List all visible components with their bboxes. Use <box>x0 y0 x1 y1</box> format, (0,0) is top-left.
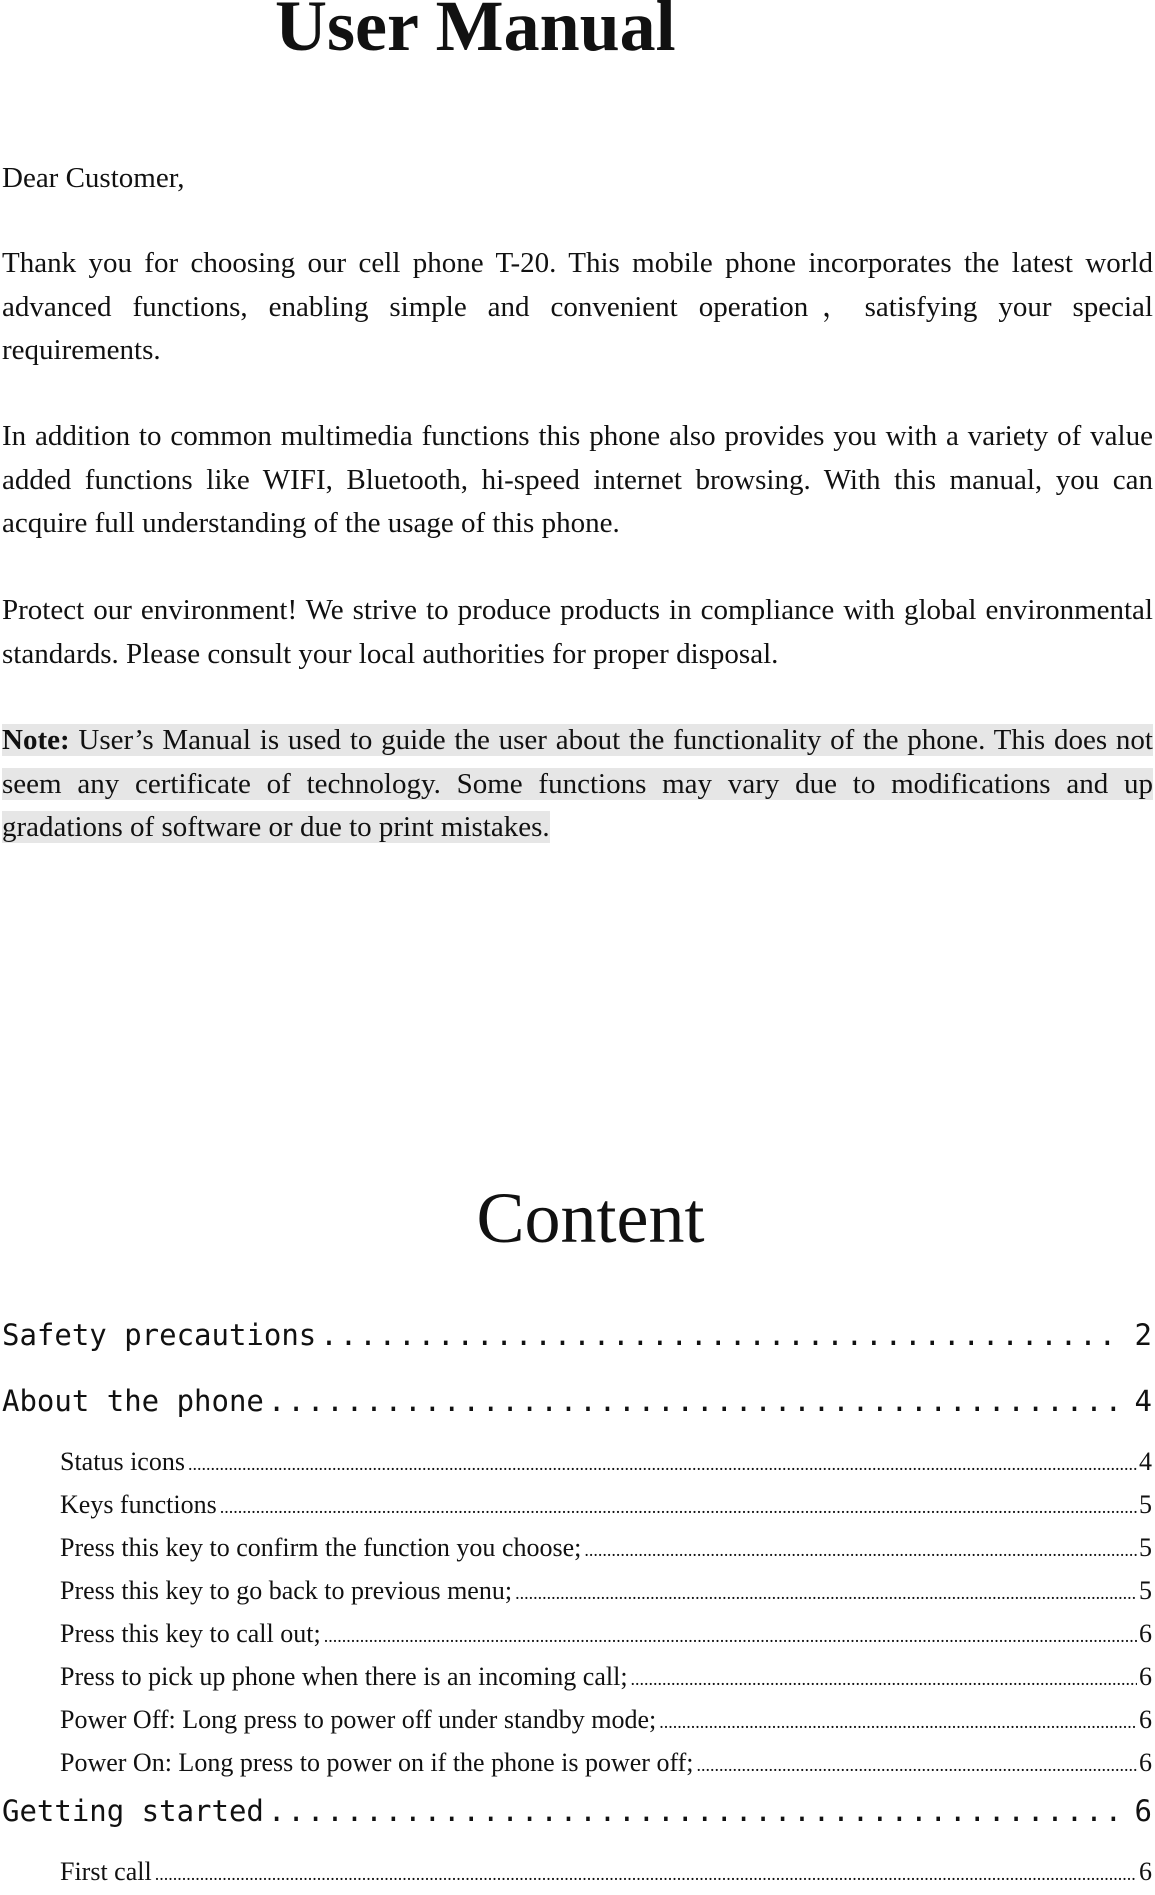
note-label: Note: <box>2 724 70 756</box>
toc-heading: Content <box>476 1178 705 1258</box>
note-paragraph <box>2 719 1153 850</box>
toc-entry-label: Getting started <box>2 1794 264 1828</box>
toc-entry-label: First call <box>60 1857 152 1886</box>
environment-paragraph: Protect our environment! We strive to produce products in compliance with global environmental standards. Please consult your local authorities for proper disposal. <box>2 594 1153 670</box>
toc-page-number: 6 <box>1139 1662 1152 1691</box>
greeting: Dear Customer, <box>2 162 185 194</box>
toc-entry-pick-up[interactable] <box>2 1657 1152 1700</box>
toc-page-number: 2 <box>1134 1318 1152 1352</box>
document-title: User Manual <box>275 0 676 66</box>
toc-leader <box>631 1659 1137 1699</box>
toc-entry-label: Press this key to call out; <box>60 1619 321 1648</box>
note-text: User’s Manual is used to guide the user about the functionality of the phone. This does not seem any certificate of technology. Some functions may vary due to modifications and up gradations of software or due to print mistakes. <box>2 724 1153 843</box>
toc-page-number: 6 <box>1139 1619 1152 1648</box>
toc-leader <box>515 1573 1137 1613</box>
toc-entry-call-key[interactable] <box>2 1614 1152 1657</box>
toc-page-number: 6 <box>1134 1794 1152 1828</box>
toc-leader <box>268 1376 1125 1426</box>
toc-entry-label: Press this key to confirm the function you choose; <box>60 1533 582 1562</box>
toc-entry-label: Keys functions <box>60 1490 217 1519</box>
toc-entry-label: Safety precautions <box>2 1318 317 1352</box>
toc-page-number: 4 <box>1139 1447 1152 1476</box>
toc-page-number: 5 <box>1139 1576 1152 1605</box>
toc-entry-power-on[interactable] <box>2 1743 1152 1786</box>
toc-leader <box>188 1444 1137 1484</box>
toc-leader <box>220 1487 1137 1527</box>
toc-page-number: 6 <box>1139 1748 1152 1777</box>
toc-leader <box>268 1786 1125 1836</box>
toc-entry-confirm-key[interactable] <box>2 1528 1152 1571</box>
toc-entry-about-the-phone[interactable] <box>2 1376 1152 1442</box>
features-paragraph: In addition to common multimedia functions this phone also provides you with a variety of value added functions like WIFI, Bluetooth, hi-speed internet browsing. With this manual, you can acquire full understanding of the usage of this phone. <box>2 420 1153 539</box>
toc-leader <box>155 1854 1137 1894</box>
table-of-contents <box>2 1310 1152 1895</box>
toc-entry-back-key[interactable] <box>2 1571 1152 1614</box>
intro-paragraph: Thank you for choosing our cell phone T-20. This mobile phone incorporates the latest world advanced functions, enabling simple and convenient operation，satisfying your special requirements. <box>2 247 1153 366</box>
toc-entry-safety-precautions[interactable] <box>2 1310 1152 1376</box>
toc-entry-label: Press this key to go back to previous menu; <box>60 1576 513 1605</box>
toc-page-number: 4 <box>1134 1384 1152 1418</box>
toc-leader <box>584 1530 1137 1570</box>
toc-entry-power-off[interactable] <box>2 1700 1152 1743</box>
toc-entry-first-call[interactable] <box>2 1852 1152 1895</box>
toc-leader <box>659 1702 1137 1742</box>
toc-entry-status-icons[interactable] <box>2 1442 1152 1485</box>
toc-page-number: 6 <box>1139 1705 1152 1734</box>
toc-entry-label: Status icons <box>60 1447 185 1476</box>
toc-leader <box>697 1745 1137 1785</box>
toc-entry-label: Press to pick up phone when there is an incoming call; <box>60 1662 628 1691</box>
toc-page-number: 6 <box>1139 1857 1152 1886</box>
toc-leader <box>324 1616 1137 1656</box>
toc-entry-getting-started[interactable] <box>2 1786 1152 1852</box>
toc-entry-label: Power On: Long press to power on if the phone is power off; <box>60 1748 694 1777</box>
toc-entry-label: About the phone <box>2 1384 264 1418</box>
toc-leader <box>320 1310 1124 1360</box>
toc-page-number: 5 <box>1139 1490 1152 1519</box>
toc-entry-label: Power Off: Long press to power off under standby mode; <box>60 1705 657 1734</box>
toc-page-number: 5 <box>1139 1533 1152 1562</box>
toc-entry-keys-functions[interactable] <box>2 1485 1152 1528</box>
